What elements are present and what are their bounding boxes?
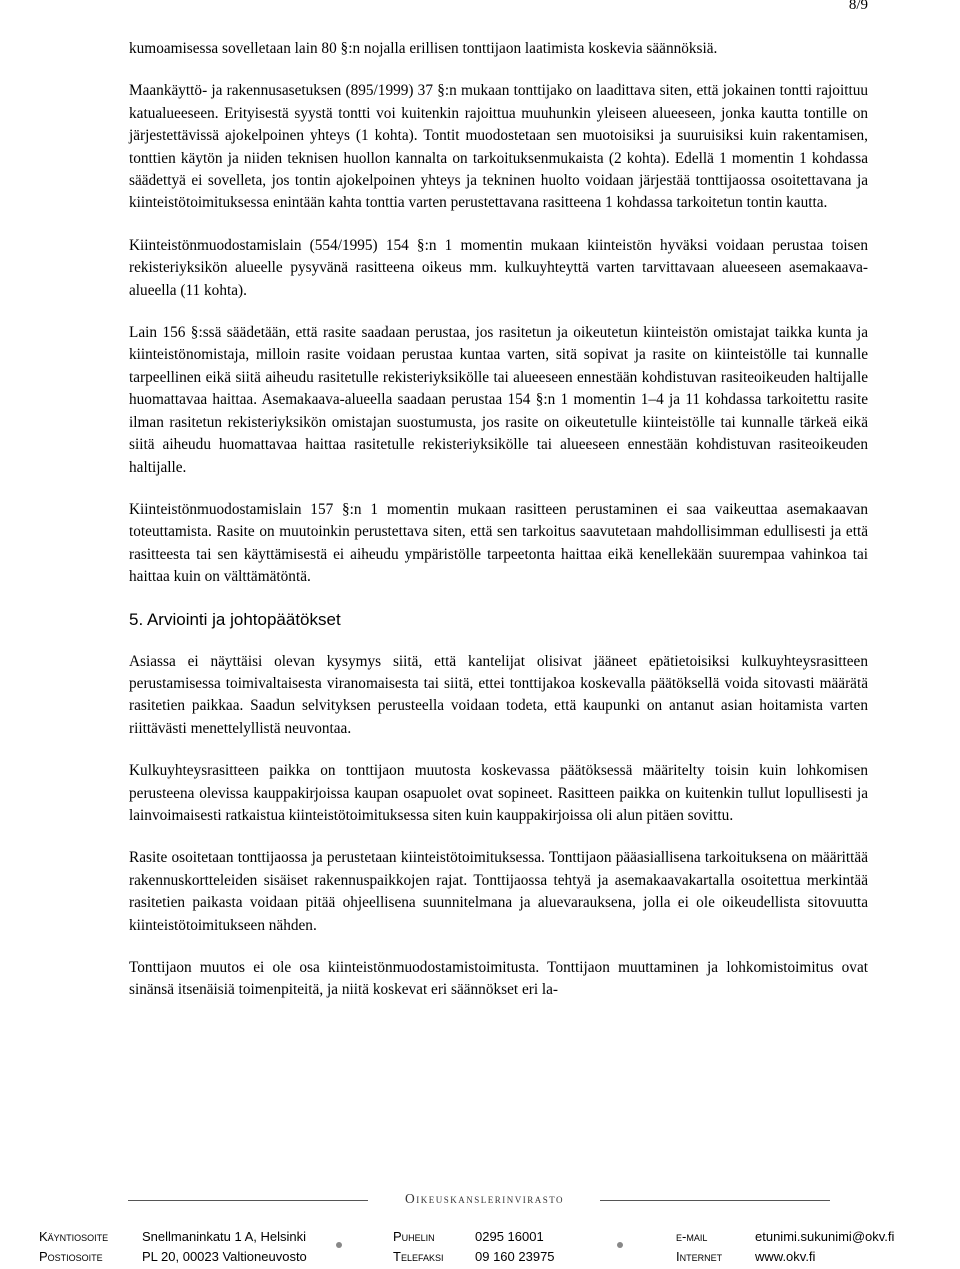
phone-value: 0295 16001: [475, 1229, 544, 1244]
fax-value: 09 160 23975: [475, 1249, 555, 1264]
paragraph-9: Tonttijaon muutos ei ole osa kiinteistönmuodostamistoimitusta. Tonttijaon muuttaminen ja lohkomistoimitus ovat sinänsä itsenäisiä toimenpiteitä, ja niitä koskevat eri säännökset eri la-: [129, 959, 868, 999]
postal-address-label: Postiosoite: [39, 1249, 103, 1264]
visit-address-value: Snellmaninkatu 1 A, Helsinki: [142, 1229, 307, 1244]
footer-divider-left: [128, 1200, 368, 1201]
postal-address-value: PL 20, 00023 Valtioneuvosto: [142, 1249, 307, 1264]
paragraph-8: Rasite osoitetaan tonttijaossa ja perustetaan kiinteistötoimituksessa. Tonttijaon pääasiallisena tarkoituksena on määrittää rakennuskortteleiden sisäiset rakennuspaikkojen rajat. Tonttijaossa tehtyä ja asemakaavakartalla osoitettua merkintää rasitetien paikasta voidaan pitää ohjeellisena suunnitelmana ja aluevarauksena, jolla ei ole oikeudellista sitovuutta kiinteistötoimitukseen nähden.: [129, 849, 868, 934]
email-value[interactable]: etunimi.sukunimi@okv.fi: [755, 1229, 895, 1244]
footer-org-name: [369, 1191, 600, 1207]
footer-row-2: [0, 1249, 960, 1269]
visit-address-label: Käyntiosoite: [39, 1229, 109, 1244]
internet-label: Internet: [676, 1249, 723, 1264]
footer-divider-right: [600, 1200, 830, 1201]
paragraph-4: Lain 156 §:ssä säädetään, että rasite saadaan perustaa, jos rasitetun ja oikeutetun kiinteistön omistajat taikka kunta ja kiinteistönomistaja, milloin rasite voidaan perustaa kuntaa varten, sitä sopivat ja rasite on kiinteistölle tai kunnalle tarpeellinen eikä siitä aiheudu rasitetulle rekisteriyksikölle tai alueeseen ennestään kohdistuvan rasiteoikeuden haltijalle huomattavaa haittaa. Asemakaava-alueella saadaan perustaa 154 §:n 1 momentin 1–4 ja 11 kohdassa tarkoitettu rasite ilman rasitetun rekisteriyksikön omistajan suostumusta, jos rasite on oikeutetulle kiinteistölle tai kunnalle tärkeä eikä siitä aiheudu huomattavaa haittaa rasitetulle rekisteriyksikölle tai alueeseen ennestään kohdistuvan rasiteoikeuden haltijalle.: [129, 324, 868, 476]
paragraph-1: kumoamisessa sovelletaan lain 80 §:n nojalla erillisen tonttijaon laatimista koskevia säännöksiä.: [129, 40, 718, 57]
separator-dot-icon: [617, 1242, 623, 1248]
fax-label: Telefaksi: [393, 1249, 444, 1264]
document-body: [129, 38, 868, 1022]
paragraph-2: Maankäyttö- ja rakennusasetuksen (895/1999) 37 §:n mukaan tonttijako on laadittava siten, että jokainen tontti rajoittuu katualueeseen. Erityisestä syystä tontti voi kuitenkin rajoittua muuhunkin yleiseen alueeseen, jonka kautta tontille on järjestettävissä ajokelpoinen yhteys (1 kohta). Tontit muodostetaan sen muotoisiksi ja suuruisiksi kuin rakentamisen, tonttien käytön ja niiden teknisen huollon kannalta on tarkoituksenmukaista (2 kohta). Edellä 1 momentin 1 kohdassa säädettyä ei sovelleta, jos tontin ajokelpoinen yhteys ja tekninen huolto voidaan järjestää tonttijaossa osoitettavana ja kiinteistötoimituksessa enintään kahta tonttia varten perustettavana rasitteena 1 kohdassa tarkoitetun tontin kautta.: [129, 82, 868, 212]
section-heading: 5. Arviointi ja johtopäätökset: [129, 609, 341, 629]
org-name-text: Oikeuskanslerinvirasto: [404, 1191, 565, 1206]
paragraph-6: Asiassa ei näyttäisi olevan kysymys siitä, että kantelijat olisivat jääneet epätietoisiksi kulkuyhteysrasitteen perustamisessa toimivaltaisesta viranomaisesta tai siitä, ettei tonttijakoa koskevalla päätöksellä voida sitovasti määrätä rasitetien paikkaa. Saadun selvityksen perusteella voidaan todeta, että kaupunki on antanut asian hoitamista varten riittävästi menettelyllistä neuvontaa.: [129, 652, 868, 737]
separator-dot-icon: [336, 1242, 342, 1248]
page-number: 8/9: [848, 0, 868, 13]
footer-banner: [0, 1191, 960, 1211]
internet-value[interactable]: www.okv.fi: [755, 1249, 816, 1264]
paragraph-7: Kulkuyhteysrasitteen paikka on tonttijaon muutosta koskevassa päätöksessä määritelty toisin kuin lohkomisen perusteena olevissa kauppakirjoissa kaupan osapuolet ovat sopineet. Rasitteen paikka on kuitenkin tullut lopullisesti ja lainvoimaisesti ratkaistua kiinteistötoimituksessa siten kuin kauppakirjoissa oli alun pitäen sovittu.: [129, 762, 868, 824]
footer-row-1: [0, 1229, 960, 1249]
phone-label: Puhelin: [393, 1229, 435, 1244]
paragraph-5: Kiinteistönmuodostamislain 157 §:n 1 momentin mukaan rasitteen perustaminen ei saa vaikeuttaa asemakaavan toteuttamista. Rasite on muutoinkin perustettava siten, että sen tarkoitus saavutetaan mahdollisimman edullisesti ja että rasitteesta tai sen käyttämisestä ei aiheudu ympäristölle tarpeetonta haittaa eikä kenellekään suurempaa vahinkoa tai haittaa kuin on välttämätöntä.: [129, 500, 868, 586]
email-label: e-mail: [676, 1229, 708, 1244]
paragraph-3: Kiinteistönmuodostamislain (554/1995) 154 §:n 1 momentin mukaan kiinteistön hyväksi voidaan perustaa toisen rekisteriyksikön alueelle pysyvänä rasitteena oikeus mm. kulkuyhteyttä varten tarvittavaan alueeseen asemakaava-alueella (11 kohta).: [129, 236, 868, 299]
